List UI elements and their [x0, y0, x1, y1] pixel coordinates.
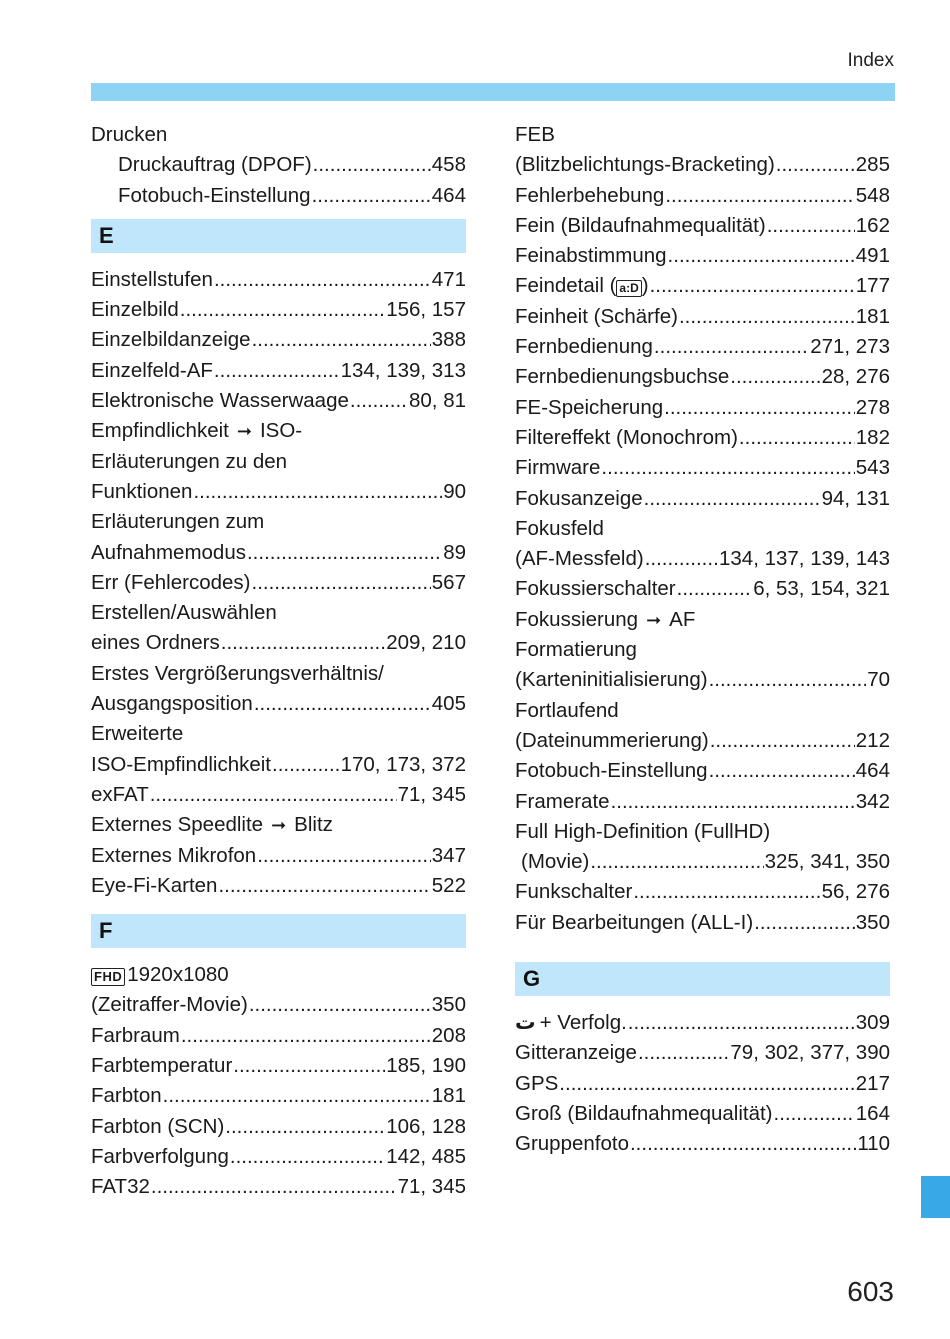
- index-entry: Einzelbild ..... 156, 157: [91, 295, 466, 325]
- index-entry: Erstellen/Auswählen: [91, 601, 277, 625]
- index-entry: Fortlaufend: [515, 698, 619, 722]
- index-entry: GPS ..... 217: [515, 1069, 890, 1099]
- index-entry: (AF-Messfeld) ..... 134, 137, 139, 143: [515, 544, 890, 574]
- index-entry: Externes Mikrofon ..... 347: [91, 841, 466, 871]
- index-entry: Erweiterte: [91, 722, 184, 746]
- arrow-right-icon: ➞: [236, 421, 252, 442]
- index-entry: Empfindlichkeit ➞ ISO-: [91, 416, 466, 446]
- index-entry: Erläuterungen zu den: [91, 449, 288, 473]
- fhd-movie-icon: FHD: [91, 968, 125, 986]
- index-entry: Funktionen ..... 90: [91, 477, 466, 507]
- index-entry: Framerate ..... 342: [515, 787, 890, 817]
- index-entry: exFAT ..... 71, 345: [91, 780, 466, 810]
- index-entry: Erläuterungen zum: [91, 510, 265, 534]
- left-column: [91, 120, 466, 1203]
- index-entry: Für Bearbeitungen (ALL-I) ..... 350: [515, 908, 890, 938]
- index-entry: Fernbedienung ..... 271, 273: [515, 332, 890, 362]
- index-entry: Fein (Bildaufnahmequalität) ..... 162: [515, 211, 890, 241]
- index-entry: Gruppenfoto ..... 110: [515, 1129, 890, 1159]
- index-entry: Farbtemperatur ..... 185, 190: [91, 1051, 466, 1081]
- index-entry: Aufnahmemodus ..... 89: [91, 538, 466, 568]
- index-entry: Feinheit (Schärfe) ..... 181: [515, 302, 890, 332]
- index-entry: Elektronische Wasserwaage ..... 80, 81: [91, 386, 466, 416]
- index-entry: Fotobuch-Einstellung ..... 464: [91, 181, 466, 211]
- index-entry: Feinabstimmung ..... 491: [515, 241, 890, 271]
- index-entry: Fotobuch-Einstellung ..... 464: [515, 756, 890, 786]
- index-entry: Farbton (SCN) ..... 106, 128: [91, 1112, 466, 1142]
- section-heading-f: F: [91, 914, 466, 948]
- index-entry: Einstellstufen ..... 471: [91, 265, 466, 295]
- index-entry: Fokussierschalter ..... 6, 53, 154, 321: [515, 574, 890, 604]
- index-entry: Fehlerbehebung ..... 548: [515, 181, 890, 211]
- section-heading-e: E: [91, 219, 466, 253]
- index-entry: (Movie) ..... 325, 341, 350: [515, 847, 890, 877]
- header-bar: [91, 83, 895, 101]
- index-entry: Farbraum ..... 208: [91, 1021, 466, 1051]
- index-entry: Firmware ..... 543: [515, 453, 890, 483]
- index-entry: (Karteninitialisierung) ..... 70: [515, 665, 890, 695]
- index-entry: Druckauftrag (DPOF) ..... 458: [91, 150, 466, 180]
- index-entry: (Blitzbelichtungs-Bracketing) ..... 285: [515, 150, 890, 180]
- index-entry: Funkschalter ..... 56, 276: [515, 877, 890, 907]
- index-entry: Fernbedienungsbuchse ..... 28, 276: [515, 362, 890, 392]
- index-entry: FE-Speicherung ..... 278: [515, 393, 890, 423]
- arrow-right-icon: ➞: [646, 609, 662, 630]
- index-entry: FEB: [515, 123, 555, 146]
- index-entry: (Zeitraffer-Movie) ..... 350: [91, 990, 466, 1020]
- index-entry: Einzelbildanzeige ..... 388: [91, 325, 466, 355]
- index-entry: Farbton ..... 181: [91, 1081, 466, 1111]
- index-entry: Fokusfeld: [515, 516, 604, 540]
- page-number: 603: [847, 1276, 894, 1307]
- index-entry: ISO-Empfindlichkeit ..... 170, 173, 372: [91, 750, 466, 780]
- index-entry: Erstes Vergrößerungsverhältnis/: [91, 661, 384, 685]
- index-entry: Err (Fehlercodes) ..... 567: [91, 568, 466, 598]
- index-entry: eines Ordners ..... 209, 210: [91, 628, 466, 658]
- arrow-right-icon: ➞: [271, 815, 287, 836]
- index-entry: Full High-Definition (FullHD): [515, 819, 771, 843]
- index-entry: Drucken: [91, 123, 168, 146]
- face-tracking-icon: ت: [515, 1011, 536, 1035]
- index-entry: Feindetail ( a:D ) ..... 177: [515, 271, 890, 301]
- section-heading-g: G: [515, 962, 890, 996]
- index-entry: Gitteranzeige ..... 79, 302, 377, 390: [515, 1038, 890, 1068]
- chapter-tab: [921, 1176, 950, 1218]
- index-entry: Filtereffekt (Monochrom) ..... 182: [515, 423, 890, 453]
- index-entry: Farbverfolgung ..... 142, 485: [91, 1142, 466, 1172]
- index-entry: ت + Verfolg. ..... 309: [515, 1008, 890, 1038]
- index-entry: Eye-Fi-Karten ..... 522: [91, 871, 466, 901]
- index-entry: Ausgangsposition ..... 405: [91, 689, 466, 719]
- index-entry: Fokussierung ➞ AF: [515, 605, 890, 635]
- index-entry: FAT32 ..... 71, 345: [91, 1172, 466, 1202]
- index-entry: Externes Speedlite ➞ Blitz: [91, 810, 466, 840]
- index-entry: Groß (Bildaufnahmequalität) ..... 164: [515, 1099, 890, 1129]
- fine-detail-icon: a:D: [616, 280, 641, 297]
- index-entry: Formatierung: [515, 638, 637, 662]
- index-entry: Fokusanzeige ..... 94, 131: [515, 484, 890, 514]
- index-entry: Einzelfeld-AF ..... 134, 139, 313: [91, 356, 466, 386]
- index-entry: (Dateinummerierung) ..... 212: [515, 726, 890, 756]
- right-column: [515, 120, 890, 1160]
- index-entry: FHD 1920x1080: [91, 960, 466, 990]
- running-header: Index: [847, 50, 894, 71]
